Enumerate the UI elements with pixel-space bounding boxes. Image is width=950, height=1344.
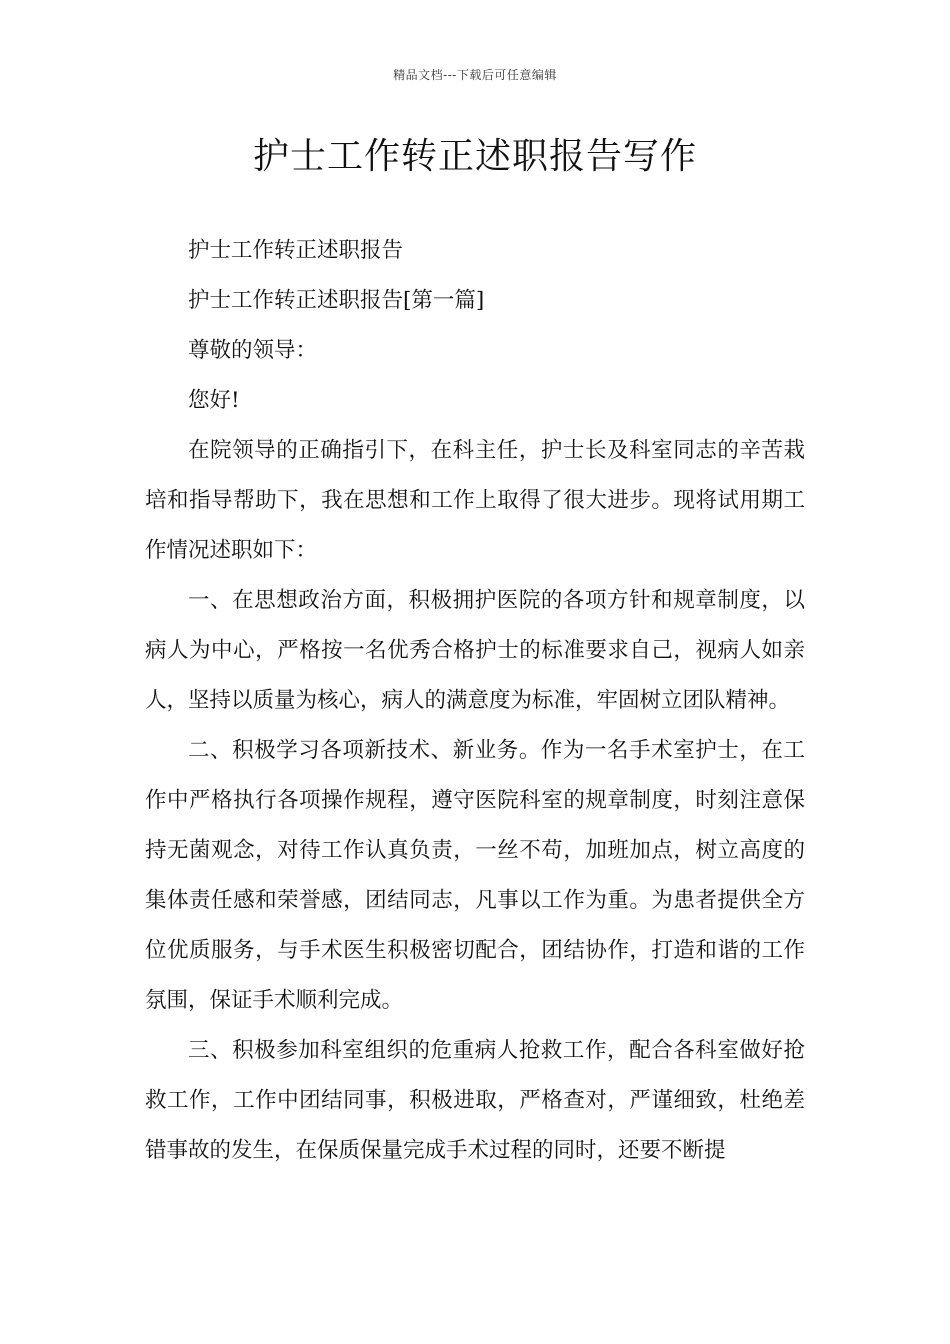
- paragraph-section-heading: 护士工作转正述职报告[第一篇]: [188, 288, 485, 313]
- paragraph-point-3: 三、积极参加科室组织的危重病人抢救工作，配合各科室做好抢救工作，工作中团结同事，积极进取，严格查对，严谨细致，杜绝差错事故的发生，在保质保量完成手术过程的同时，还要不断提: [145, 1038, 805, 1163]
- header-note: 精品文档---下载后可任意编辑: [393, 68, 557, 82]
- paragraph-subtitle: 护士工作转正述职报告: [188, 238, 404, 263]
- document-body: [145, 226, 805, 1176]
- paragraph-greeting: 您好!: [188, 388, 240, 413]
- document-title: 护士工作转正述职报告写作: [252, 136, 697, 177]
- paragraph-salutation: 尊敬的领导：: [188, 338, 318, 363]
- paragraph-intro: 在院领导的正确指引下，在科主任，护士长及科室同志的辛苦栽培和指导帮助下，我在思想和工作上取得了很大进步。现将试用期工作情况述职如下：: [145, 438, 805, 563]
- paragraph-point-2: 二、积极学习各项新技术、新业务。作为一名手术室护士，在工作中严格执行各项操作规程，遵守医院科室的规章制度，时刻注意保持无菌观念，对待工作认真负责，一丝不苟，加班加点，树立高度的集体责任感和荣誉感，团结同志，凡事以工作为重。为患者提供全方位优质服务，与手术医生积极密切配合，团结协作，打造和谐的工作氛围，保证手术顺利完成。: [145, 738, 805, 1013]
- paragraph-point-1: 一、在思想政治方面，积极拥护医院的各项方针和规章制度，以病人为中心，严格按一名优秀合格护士的标准要求自己，视病人如亲人，坚持以质量为核心，病人的满意度为标准，牢固树立团队精神。: [145, 588, 805, 713]
